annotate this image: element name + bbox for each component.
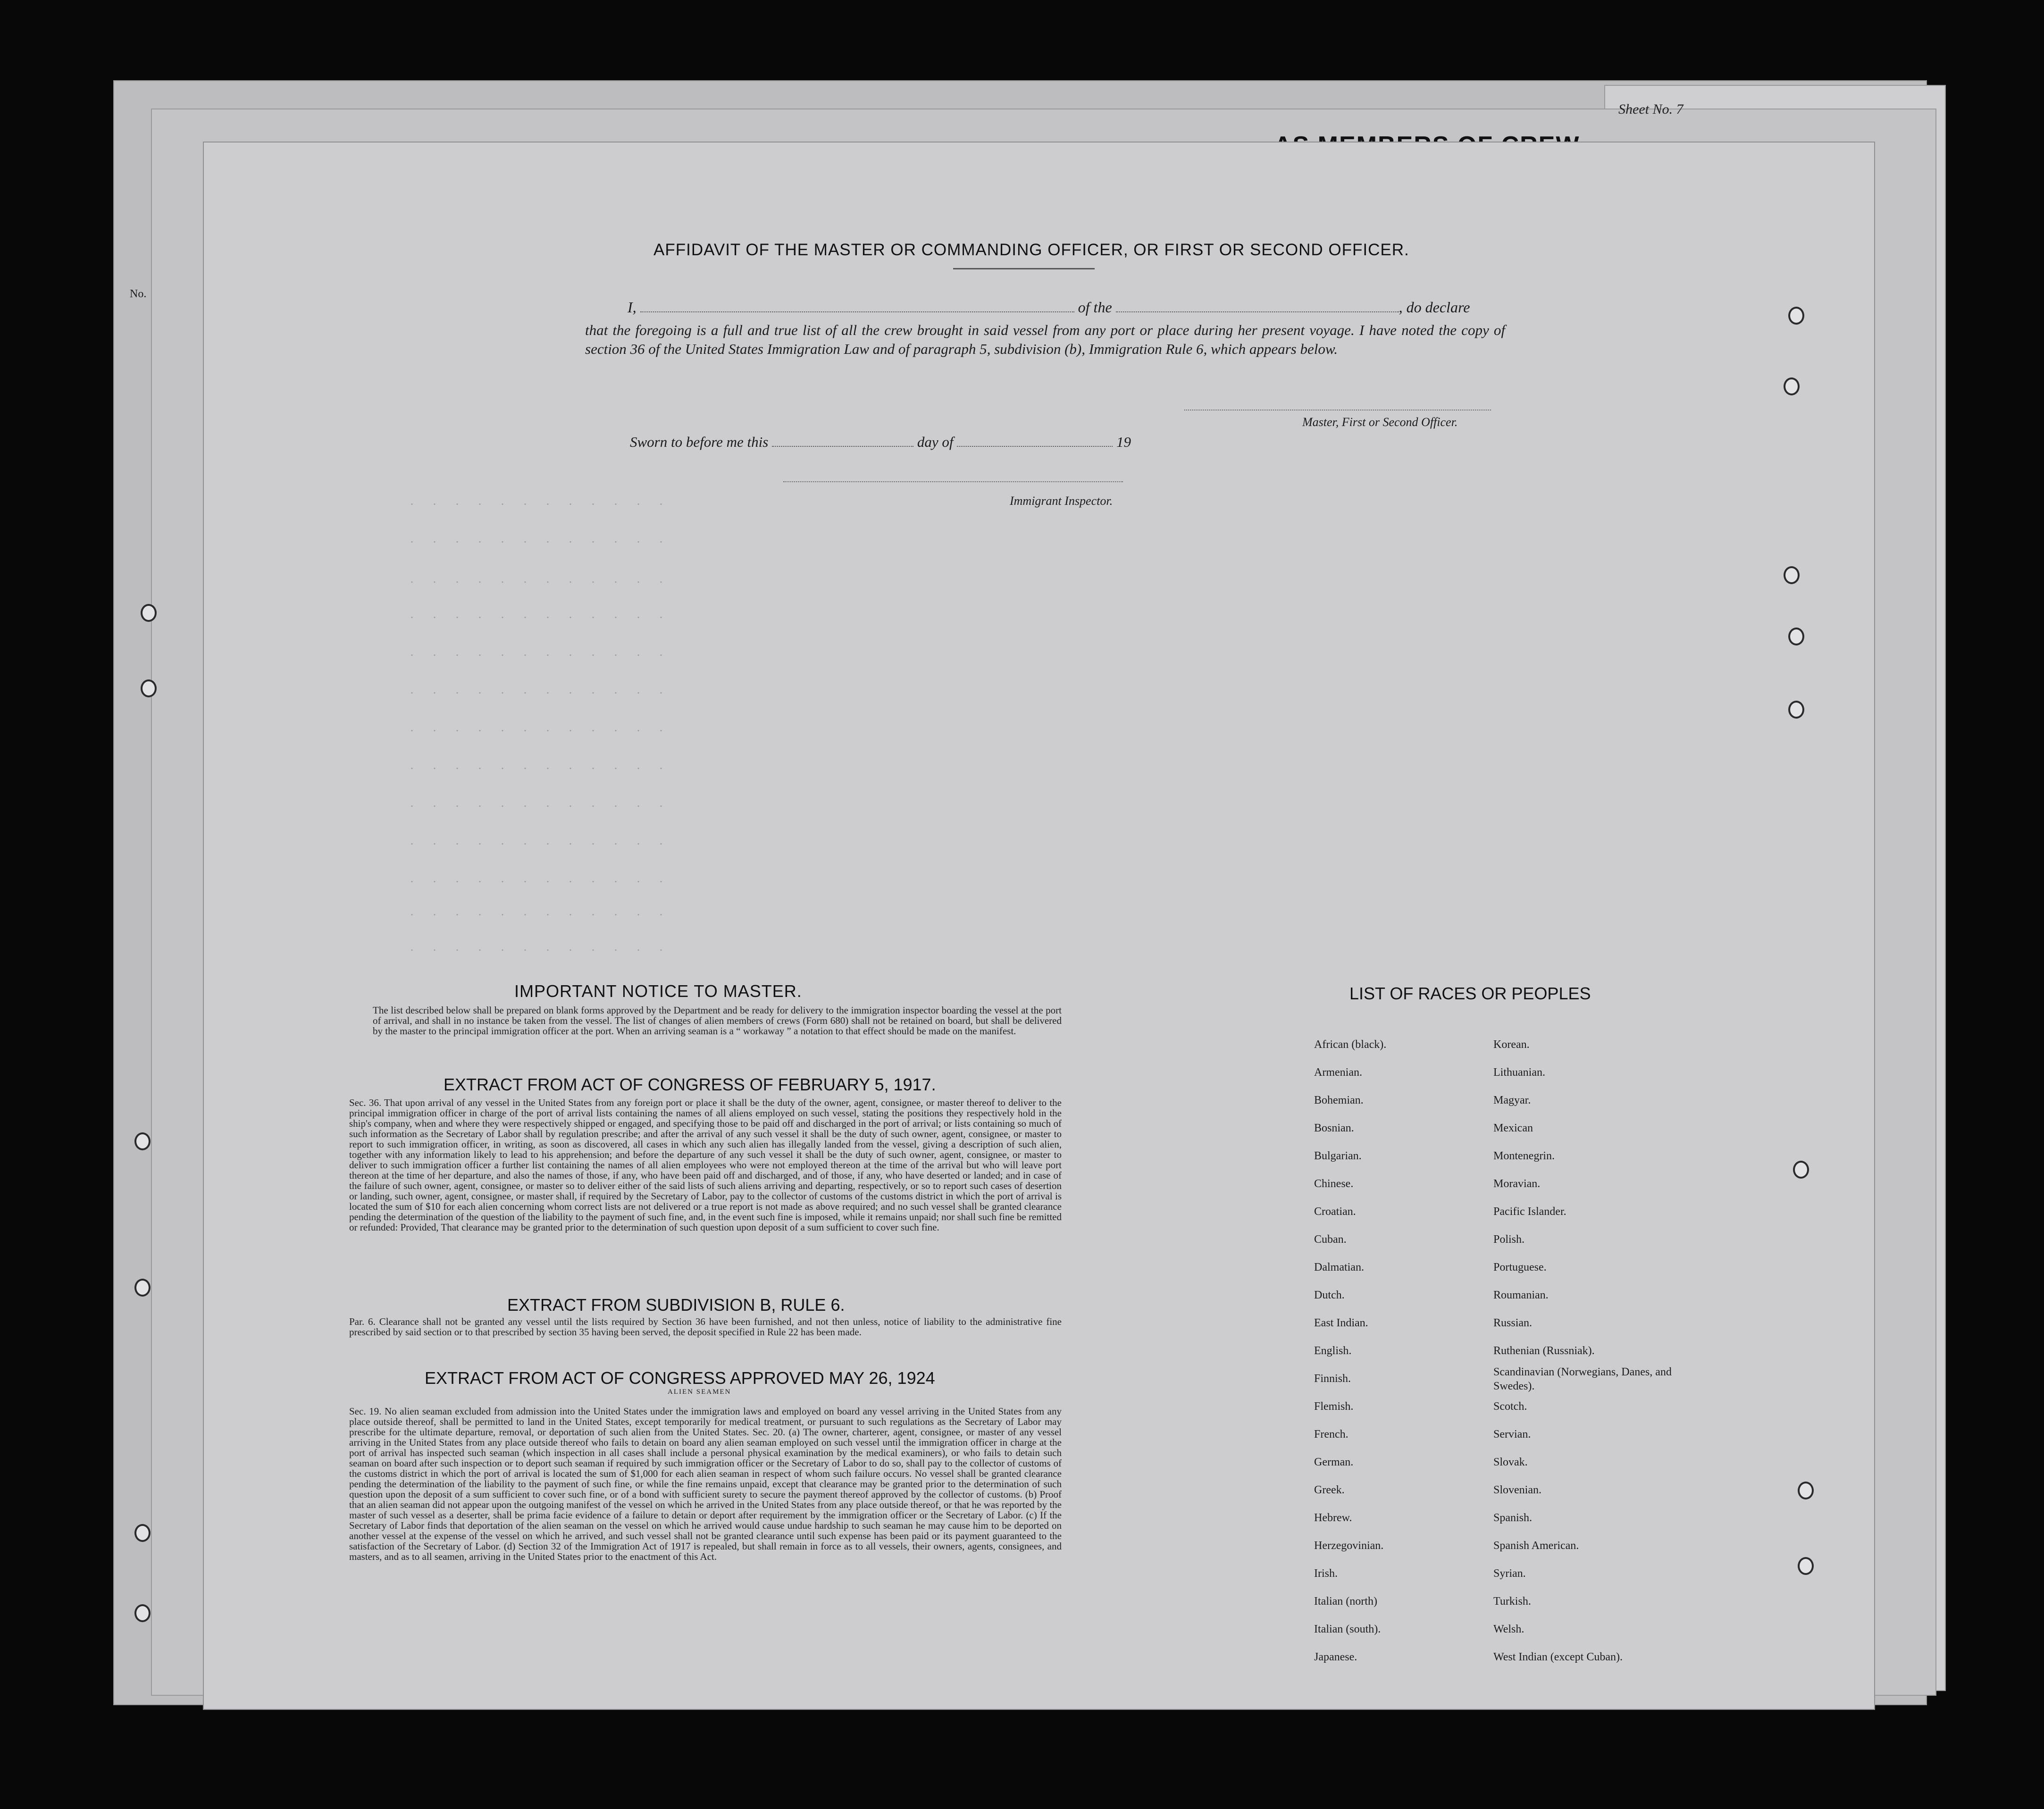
race-item: Irish. xyxy=(1314,1567,1338,1580)
punch-hole xyxy=(1788,701,1804,719)
bleed-through-row: . . . . . . . . . . . . xyxy=(410,722,671,734)
race-item: Slovenian. xyxy=(1493,1484,1541,1496)
races-title: LIST OF RACES OR PEOPLES xyxy=(1349,984,1591,1003)
race-item: Pacific Islander. xyxy=(1493,1206,1567,1218)
race-item: Moravian. xyxy=(1493,1178,1541,1190)
affidavit-title: AFFIDAVIT OF THE MASTER OR COMMANDING OFFICER, OR FIRST OR SECOND OFFICER. xyxy=(653,241,1409,259)
race-item: Bohemian. xyxy=(1314,1094,1364,1106)
punch-hole xyxy=(1784,377,1800,395)
race-item: Montenegrin. xyxy=(1493,1150,1555,1162)
race-item: Lithuanian. xyxy=(1493,1066,1545,1079)
race-item: Magyar. xyxy=(1493,1094,1531,1106)
extract-1917-title: EXTRACT FROM ACT OF CONGRESS OF FEBRUARY 5, 1917. xyxy=(444,1075,936,1094)
races-column-1 xyxy=(1314,1031,1386,1671)
race-item: Bulgarian. xyxy=(1314,1150,1362,1162)
extract-rule6-text: Par. 6. Clearance shall not be granted any vessel until the lists required by Section 36 have been furnished, and not then unless, notice of liability to the administrative fine prescribed by said section or to that prescribed by section 35 having been served, the deposit specified in Rule 22 has been made. xyxy=(349,1316,1062,1338)
race-item: East Indian. xyxy=(1314,1317,1368,1329)
race-item: Italian (north) xyxy=(1314,1595,1377,1608)
month-blank[interactable] xyxy=(957,433,1113,447)
race-item: Portuguese. xyxy=(1493,1261,1547,1273)
race-item: Turkish. xyxy=(1493,1595,1531,1608)
extract-1924-subtitle: ALIEN SEAMEN xyxy=(668,1388,731,1396)
affidavit-line-1: I, of the , do declare xyxy=(628,299,1470,316)
notice-title: IMPORTANT NOTICE TO MASTER. xyxy=(514,981,802,1001)
bleed-through-row: . . . . . . . . . . . . xyxy=(410,495,671,508)
extract-rule6-title: EXTRACT FROM SUBDIVISION B, RULE 6. xyxy=(507,1295,845,1315)
extract-1924-title: EXTRACT FROM ACT OF CONGRESS APPROVED MAY 26, 1924 xyxy=(425,1368,935,1388)
race-item: Croatian. xyxy=(1314,1206,1356,1218)
race-item: Bosnian. xyxy=(1314,1122,1354,1134)
race-item: Scotch. xyxy=(1493,1400,1527,1413)
race-item: Polish. xyxy=(1493,1233,1525,1246)
race-item: Ruthenian (Russniak). xyxy=(1493,1345,1595,1357)
inspector-signature-line[interactable] xyxy=(783,481,1123,482)
race-item: African (black). xyxy=(1314,1038,1387,1051)
affidavit-statement: that the foregoing is a full and true list of all the crew brought in said vessel from any port or place during her present voyage. I have noted the copy of section 36 of the United States Immigration Law and of paragraph 5, subdivision (b), Immigration Rule 6, which appears below. xyxy=(585,322,1505,357)
race-item: Hebrew. xyxy=(1314,1512,1352,1524)
race-item: Syrian. xyxy=(1493,1567,1526,1580)
left-margin-no-label: No. xyxy=(130,288,147,300)
vessel-blank[interactable] xyxy=(1116,298,1399,312)
punch-hole xyxy=(1788,307,1804,325)
bleed-through-row: . . . . . . . . . . . . xyxy=(410,646,671,659)
race-item: German. xyxy=(1314,1456,1354,1468)
title-rule xyxy=(953,268,1095,269)
bleed-through-row: . . . . . . . . . . . . xyxy=(410,835,671,847)
race-item: West Indian (except Cuban). xyxy=(1493,1651,1623,1663)
race-item: Italian (south). xyxy=(1314,1623,1381,1635)
bleed-through-row: . . . . . . . . . . . . xyxy=(410,609,671,621)
race-item: Russian. xyxy=(1493,1317,1533,1329)
race-item: Armenian. xyxy=(1314,1066,1362,1079)
day-blank[interactable] xyxy=(772,433,913,447)
races-column-2 xyxy=(1493,1031,1692,1671)
punch-hole xyxy=(134,1604,151,1622)
race-item: Slovak. xyxy=(1493,1456,1528,1468)
inspector-signature-label: Immigrant Inspector. xyxy=(1010,494,1113,508)
bleed-through-row: . . . . . . . . . . . . xyxy=(410,906,671,918)
punch-hole xyxy=(1784,566,1800,584)
punch-hole xyxy=(1798,1557,1814,1575)
name-blank[interactable] xyxy=(640,298,1074,312)
bleed-through-row: . . . . . . . . . . . . xyxy=(410,533,671,545)
punch-hole xyxy=(141,679,157,697)
race-item: Servian. xyxy=(1493,1428,1531,1440)
race-item: Spanish American. xyxy=(1493,1540,1579,1552)
race-item: Japanese. xyxy=(1314,1651,1357,1663)
race-item: Scandinavian (Norwegians, Danes, and Swedes). xyxy=(1493,1366,1672,1392)
punch-hole xyxy=(134,1524,151,1542)
race-item: Flemish. xyxy=(1314,1400,1354,1413)
race-item: Dutch. xyxy=(1314,1289,1345,1301)
race-item: Greek. xyxy=(1314,1484,1345,1496)
punch-hole xyxy=(134,1132,151,1150)
punch-hole xyxy=(1788,628,1804,645)
punch-hole xyxy=(134,1279,151,1297)
sheet-number: Sheet No. 7 xyxy=(1618,101,1684,117)
race-item: Herzegovinian. xyxy=(1314,1540,1384,1552)
race-item: Spanish. xyxy=(1493,1512,1533,1524)
race-item: French. xyxy=(1314,1428,1349,1440)
bleed-through-row: . . . . . . . . . . . . xyxy=(410,941,671,954)
extract-1917-text: Sec. 36. That upon arrival of any vessel in the United States from any foreign port or place it shall be the duty of the owner, agent, consignee, or master thereof to deliver to the principal immigration officer in charge of the port of arrival lists containing the names of all aliens employed on such vessel, stating the positions they respectively hold in the ship's company, when and where they were respectively shipped or engaged, and specifying those to be paid off and discharged in the port of arrival; or lists containing so much of such information as the Secretary of Labor shall by regulation prescribe; and after the arrival of any such vessel it shall be the duty of such owner, agent, consignee, or master to report to such immigration officer, in writing, as soon as discovered, all cases in which any such alien has illegally landed from the vessel, giving a description of such alien, together with any information likely to lead to his apprehension; and before the departure of any such vessel it shall be the duty of such owner, agent, consignee, or master to deliver to such immigration officer a further list containing the names of all alien employees who were not employed thereon at the time of the arrival but who will leave port thereon at the time of her departure, and also the names of those, if any, who have been paid off and discharged, and of those, if any, who have deserted or landed; and in case of the failure of such owner, agent, consignee, or master so to deliver either of the said lists of such aliens arriving and departing, respectively, or so to report such cases of desertion or landing, such owner, agent, consignee, or master shall, if required by the Secretary of Labor, pay to the collector of customs of the customs district in which the port of arrival is located the sum of $10 for each alien concerning whom correct lists are not delivered or a true report is not made as above required; and no such vessel shall be granted clearance pending the determination of the question of the liability to the payment of such fine, and, in the event such fine is imposed, while it remains unpaid; nor shall such fine be remitted or refunded: Provided, That clearance may be granted prior to the determination of such question upon deposit of a sum sufficient to cover such fine. xyxy=(349,1097,1062,1233)
race-item: Finnish. xyxy=(1314,1373,1351,1385)
race-item: Welsh. xyxy=(1493,1623,1525,1635)
race-item: Dalmatian. xyxy=(1314,1261,1364,1273)
bleed-through-row: . . . . . . . . . . . . xyxy=(410,684,671,696)
punch-hole xyxy=(141,604,157,622)
race-item: Cuban. xyxy=(1314,1233,1347,1246)
extract-1924-text: Sec. 19. No alien seaman excluded from admission into the United States under the immigration laws and employed on board any vessel arriving in the United States from any place outside thereof, shall be permitted to land in the United States, except temporarily for medical treatment, or pursuant to such regulations as the Secretary of Labor may prescribe for the ultimate departure, removal, or deportation of such alien from the United States. Sec. 20. (a) The owner, charterer, agent, consignee, or master of any vessel arriving in the United States from any place outside thereof who fails to detain on board any alien seaman employed on such vessel until the immigration officer in charge at the port of arrival has inspected such seaman (which inspection in all cases shall include a personal physical examination by the medical examiners), or who fails to detain such seaman on board after such inspection or to deport such seaman if required by such immigration officer or the Secretary of Labor to do so, shall pay to the collector of customs of the customs district in which the port of arrival is located the sum of $1,000 for each alien seaman in respect of whom such failure occurs. No vessel shall be granted clearance pending the determination of the liability to the payment of such fine, or while the fine remains unpaid, except that clearance may be granted prior to the determination of such question upon the deposit of a sum sufficient to cover such fine, or of a bond with sufficient surety to secure the payment thereof approved by the collector of customs. (b) Proof that an alien seaman did not appear upon the outgoing manifest of the vessel on which he arrived in the United States from any place outside thereof, or that he was reported by the master of such vessel as a deserter, shall be prima facie evidence of a failure to detain or deport after requirement by the immigration officer or the Secretary of Labor. (c) If the Secretary of Labor finds that deportation of the alien seaman on the vessel on which he arrived would cause undue hardship to such seaman he may cause him to be deported on another vessel at the expense of the vessel on which he arrived, and such vessel shall not be granted clearance until such expense has been paid or its payment guaranteed to the satisfaction of the Secretary of Labor. (d) Section 32 of the Immigration Act of 1917 is repealed, but shall remain in force as to all vessels, their owners, agents, consignees, and masters, and as to all seamen, arriving in the United States prior to the enactment of this Act. xyxy=(349,1406,1062,1562)
race-item: Mexican xyxy=(1493,1122,1533,1134)
master-signature-label: Master, First or Second Officer. xyxy=(1302,415,1458,429)
bleed-through-row: . . . . . . . . . . . . xyxy=(410,873,671,885)
bleed-through-row: . . . . . . . . . . . . xyxy=(410,760,671,772)
notice-text: The list described below shall be prepared on blank forms approved by the Department and be ready for delivery to the immigration inspector boarding the vessel at the port of arrival, and shall in no instance be taken from the vessel. The list of changes of alien members of crews (Form 680) shall not be retained on board, but shall be delivered by the master to the principal immigration officer at the port. When an arriving seaman is a “ workaway ” a notation to that effect should be made on the manifest. xyxy=(373,1005,1062,1037)
race-item: Korean. xyxy=(1493,1038,1530,1051)
punch-hole xyxy=(1798,1482,1814,1499)
race-item: Chinese. xyxy=(1314,1178,1354,1190)
bleed-through-row: . . . . . . . . . . . . xyxy=(410,797,671,810)
race-item: English. xyxy=(1314,1345,1352,1357)
race-item: Roumanian. xyxy=(1493,1289,1549,1301)
sworn-line: Sworn to before me this day of 19 xyxy=(630,434,1131,450)
punch-hole xyxy=(1793,1161,1809,1179)
bleed-through-row: . . . . . . . . . . . . xyxy=(410,573,671,586)
